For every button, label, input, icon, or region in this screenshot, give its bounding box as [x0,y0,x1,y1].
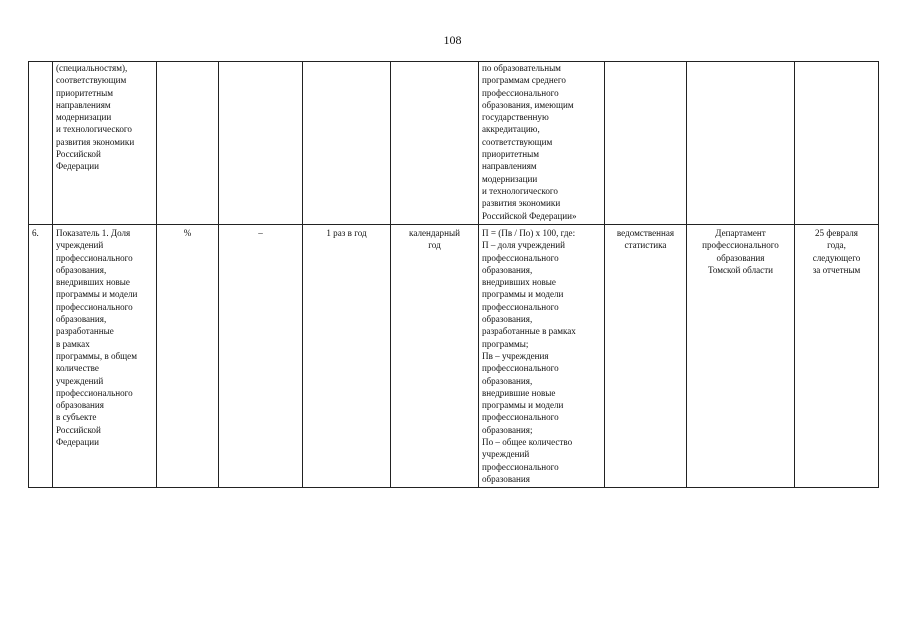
row-number-cell: 6. [29,225,53,488]
frequency-cell [303,62,391,225]
row-number-cell [29,62,53,225]
indicators-table [28,61,879,488]
unit-cell: % [157,225,219,488]
responsible-cell [687,62,795,225]
indicator-name-cell: (специальностям), соответствующим приоритетным направлениям модернизации и технологического развития экономики Российской Федерации [53,62,157,225]
table-row [29,62,879,225]
frequency-cell: 1 раз в год [303,225,391,488]
calculation-method-cell: по образовательным программам среднего профессионального образования, имеющим государственную аккредитацию, соответствующим приоритетным направлениям модернизации и технологического развития экономики Российской Федерации» [479,62,605,225]
unit-cell [157,62,219,225]
indicator-name-cell: Показатель 1. Доля учреждений профессионального образования, внедривших новые программы и модели профессионального образования, разработанные в рамках программы, в общем количестве учреждений профессионального образования в субъекте Российской Федерации [53,225,157,488]
definition-cell [219,62,303,225]
table-row [29,225,879,488]
responsible-cell: Департамент профессионального образования Томской области [687,225,795,488]
definition-cell: – [219,225,303,488]
deadline-cell [795,62,879,225]
period-cell: календарный год [391,225,479,488]
period-cell [391,62,479,225]
calculation-method-cell: П = (Пв / По) х 100, где: П – доля учреждений профессионального образования, внедривших новые программы и модели профессионального образования, разработанные в рамках программы; Пв – учреждения профессионального образования, внедрившие новые программы и модели профессионального образования; По – общее количество учреждений профессионального образования [479,225,605,488]
data-source-cell [605,62,687,225]
data-source-cell: ведомственная статистика [605,225,687,488]
page-number: 108 [443,33,462,47]
deadline-cell: 25 февраля года, следующего за отчетным [795,225,879,488]
